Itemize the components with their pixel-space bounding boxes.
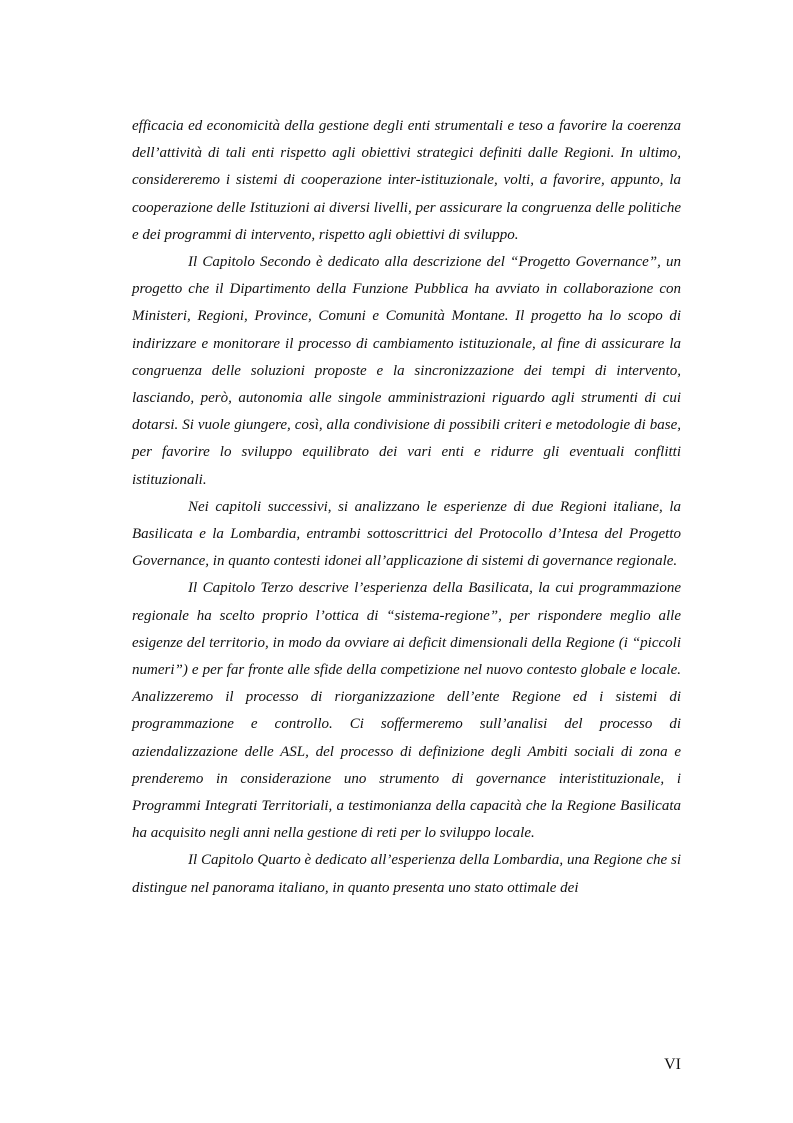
page-number: VI	[664, 1056, 681, 1073]
paragraph-capitolo-quarto: Il Capitolo Quarto è dedicato all’esperienza della Lombardia, una Regione che si distingue nel panorama italiano, in quanto presenta uno stato ottimale dei	[132, 852, 681, 896]
paragraph-capitolo-secondo: Il Capitolo Secondo è dedicato alla descrizione del “Progetto Governance”, un progetto che il Dipartimento della Funzione Pubblica ha avviato in collaborazione con Ministeri, Regioni, Province, Comuni e Comunità Montane. Il progetto ha lo scopo di indirizzare e monitorare il processo di cambiamento istituzionale, al fine di assicurare la congruenza delle soluzioni proposte e la sincronizzazione dei tempi di intervento, lasciando, però, autonomia alle singole amministrazioni riguardo agli strumenti di cui dotarsi. Si vuole giungere, così, alla condivisione di possibili criteri e metodologie di base, per favorire lo sviluppo equilibrato dei vari enti e ridurre gli eventuali conflitti istituzionali.	[132, 254, 681, 488]
paragraph-capitolo-terzo: Il Capitolo Terzo descrive l’esperienza della Basilicata, la cui programmazione regionale ha scelto proprio l’ottica di “sistema-regione”, per rispondere meglio alle esigenze del territorio, in modo da ovviare ai deficit dimensionali della Regione (i “piccoli numeri”) e per far fronte alle sfide della competizione nel nuovo contesto globale e locale. Analizzeremo il processo di riorganizzazione dell’ente Regione ed i sistemi di programmazione e controllo. Ci soffermeremo sull’analisi del processo di aziendalizzazione delle ASL, del processo di definizione degli Ambiti sociali di zona e prenderemo in considerazione uno strumento di governance interistituzionale, i Programmi Integrati Territoriali, a testimonianza della capacità che la Regione Basilicata ha acquisito negli anni nella gestione di reti per lo sviluppo locale.	[132, 580, 681, 842]
paragraph-continuation: efficacia ed economicità della gestione degli enti strumentali e teso a favorire la coerenza dell’attività di tali enti rispetto agli obiettivi strategici definiti dalle Regioni. In ultimo, considereremo i sistemi di cooperazione inter-istituzionale, volti, a favorire, appunto, la cooperazione delle Istituzioni ai diversi livelli, per assicurare la congruenza delle politiche e dei programmi di intervento, rispetto agli obiettivi di sviluppo.	[132, 118, 681, 243]
body-text	[132, 113, 681, 902]
paragraph-capitoli-successivi: Nei capitoli successivi, si analizzano le esperienze di due Regioni italiane, la Basilicata e la Lombardia, entrambi sottoscrittrici del Protocollo d’Intesa del Progetto Governance, in quanto contesti idonei all’applicazione di sistemi di governance regionale.	[132, 498, 681, 570]
